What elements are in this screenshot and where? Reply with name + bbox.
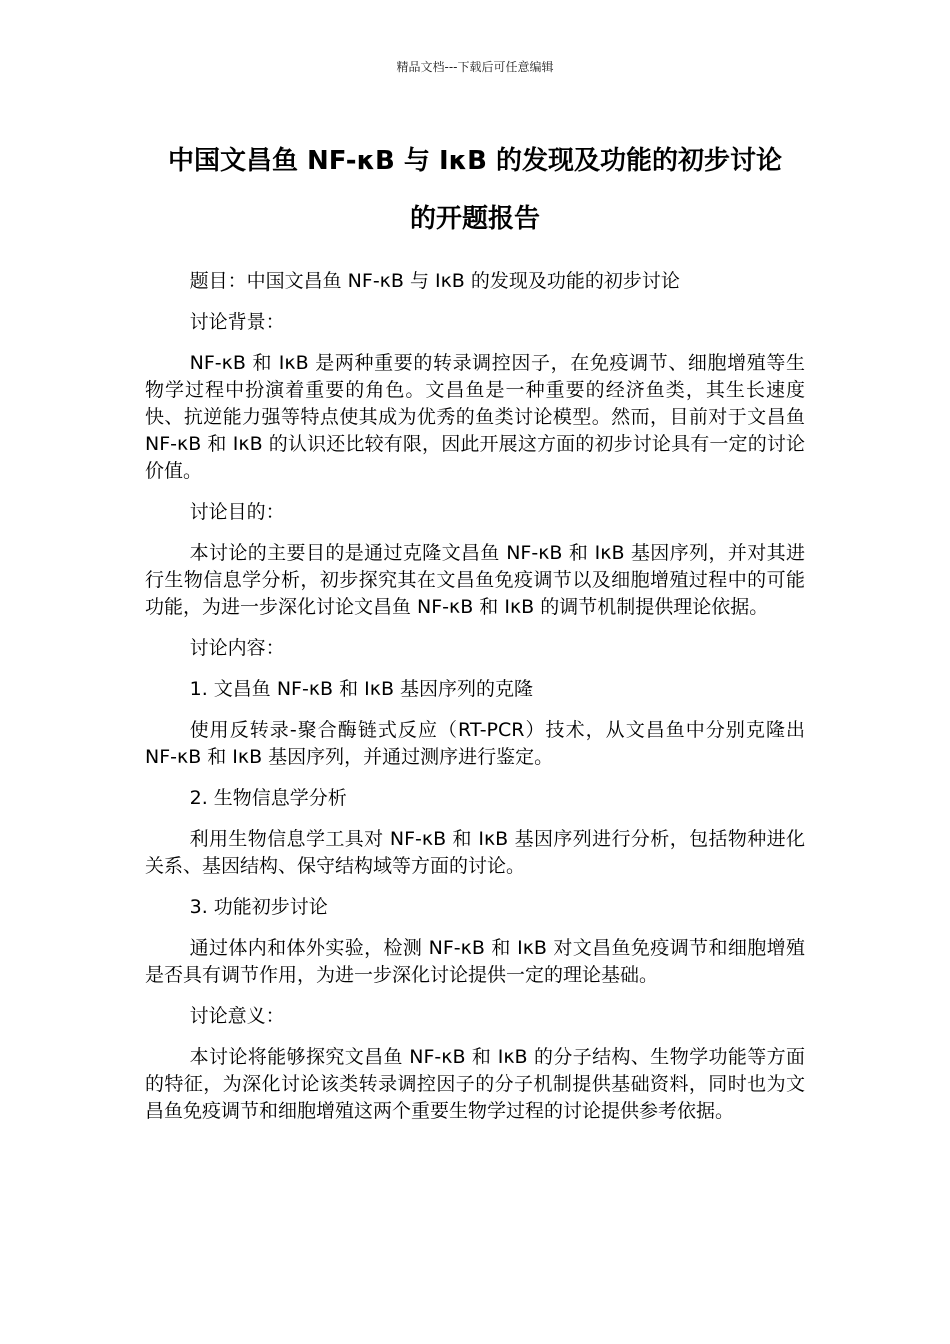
significance-label: 讨论意义：	[189, 1005, 285, 1027]
item-3-title: 3. 功能初步讨论	[189, 896, 328, 918]
significance-paragraph: 本讨论将能够探究文昌鱼 NF-κB 和 IκB 的分子结构、生物学功能等方面的特征，为深化讨论该类转录调控因子的分子机制提供基础资料，同时也为文昌鱼免疫调节和细胞增殖这两个重要生物学过程的讨论提供参考依据。	[145, 1046, 805, 1122]
item-1-title: 1. 文昌鱼 NF-κB 和 IκB 基因序列的克隆	[189, 678, 534, 700]
purpose-label: 讨论目的：	[189, 501, 285, 523]
header-note: 精品文档---下载后可任意编辑	[396, 60, 554, 74]
purpose-paragraph: 本讨论的主要目的是通过克隆文昌鱼 NF-κB 和 IκB 基因序列，并对其进行生物信息学分析，初步探究其在文昌鱼免疫调节以及细胞增殖过程中的可能功能，为进一步深化讨论文昌鱼 NF-κB 和 IκB 的调节机制提供理论依据。	[145, 542, 805, 618]
item-3-paragraph: 通过体内和体外实验，检测 NF-κB 和 IκB 对文昌鱼免疫调节和细胞增殖是否具有调节作用，为进一步深化讨论提供一定的理论基础。	[145, 937, 805, 986]
title-line-1: 中国文昌鱼 NF-κB 与 IκB 的发现及功能的初步讨论	[168, 146, 782, 176]
title-line-2: 的开题报告	[409, 204, 540, 234]
background-label: 讨论背景：	[189, 311, 285, 333]
background-paragraph: NF-κB 和 IκB 是两种重要的转录调控因子，在免疫调节、细胞增殖等生物学过程中扮演着重要的角色。文昌鱼是一种重要的经济鱼类，其生长速度快、抗逆能力强等特点使其成为优秀的鱼类讨论模型。然而，目前对于文昌鱼 NF-κB 和 IκB 的认识还比较有限，因此开展这方面的初步讨论具有一定的讨论价值。	[145, 352, 805, 482]
item-2-title: 2. 生物信息学分析	[189, 787, 347, 809]
item-1-paragraph: 使用反转录-聚合酶链式反应（RT-PCR）技术，从文昌鱼中分别克隆出 NF-κB 和 IκB 基因序列，并通过测序进行鉴定。	[145, 719, 805, 768]
topic-line: 题目：中国文昌鱼 NF-κB 与 IκB 的发现及功能的初步讨论	[189, 270, 680, 292]
document-title	[130, 132, 820, 248]
item-2-paragraph: 利用生物信息学工具对 NF-κB 和 IκB 基因序列进行分析，包括物种进化关系、基因结构、保守结构域等方面的讨论。	[145, 828, 805, 877]
document-body	[145, 268, 805, 1139]
content-label: 讨论内容：	[189, 637, 285, 659]
